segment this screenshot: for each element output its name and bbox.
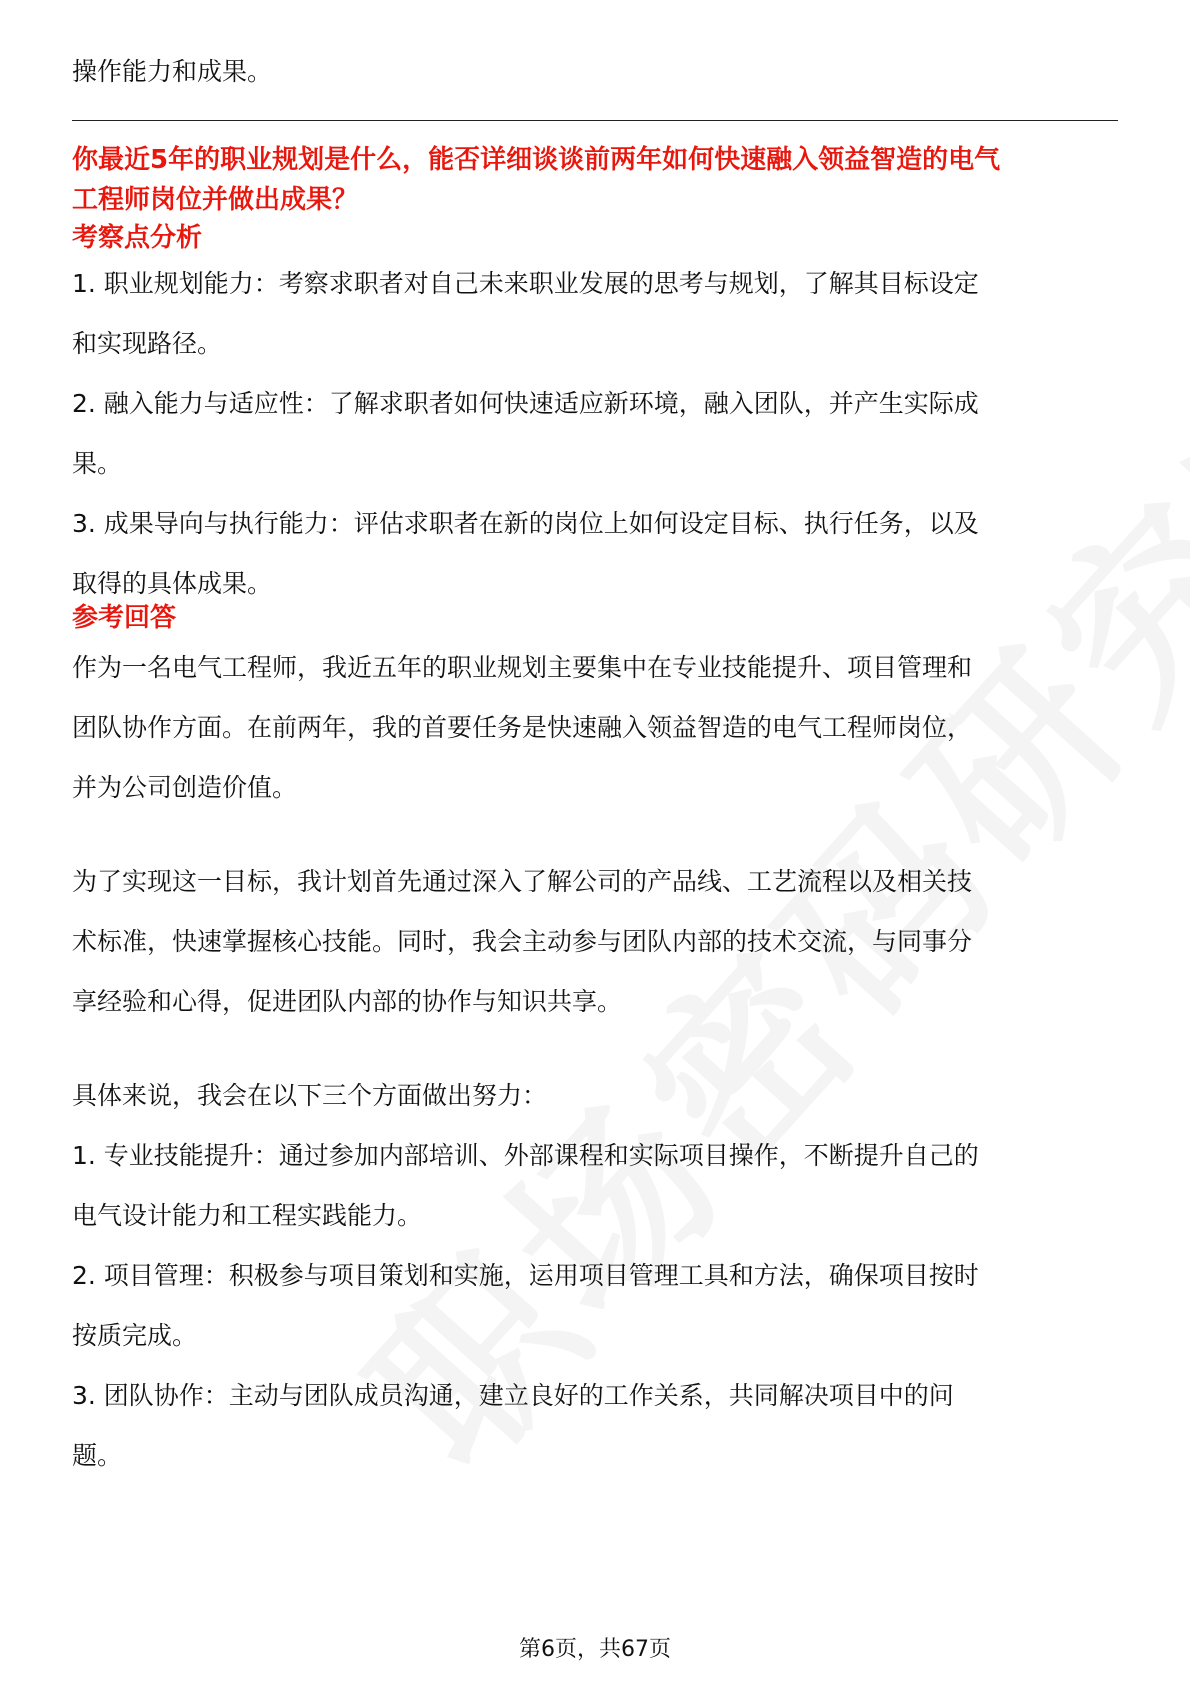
answer-line: 电气设计能力和工程实践能力。 bbox=[72, 1201, 423, 1230]
question-title bbox=[72, 140, 1118, 220]
answer-line: 作为一名电气工程师，我近五年的职业规划主要集中在专业技能提升、项目管理和 bbox=[72, 653, 973, 682]
answer-line: 具体来说，我会在以下三个方面做出努力： bbox=[72, 1081, 548, 1110]
answer-line: 为了实现这一目标，我计划首先通过深入了解公司的产品线、工艺流程以及相关技 bbox=[72, 867, 973, 896]
continuation-text: 操作能力和成果。 bbox=[72, 57, 273, 86]
answer-line: 1. 专业技能提升：通过参加内部培训、外部课程和实际项目操作，不断提升自己的 bbox=[72, 1141, 979, 1170]
analysis-line: 果。 bbox=[72, 449, 123, 478]
answer-line: 按质完成。 bbox=[72, 1321, 198, 1350]
answer-paragraph bbox=[72, 638, 1118, 818]
analysis-heading: 考察点分析 bbox=[72, 223, 203, 253]
analysis-line: 1. 职业规划能力：考察求职者对自己未来职业发展的思考与规划，了解其目标设定 bbox=[72, 269, 979, 298]
answer-line: 团队协作方面。在前两年，我的首要任务是快速融入领益智造的电气工程师岗位， bbox=[72, 713, 973, 742]
question-line: 你最近5年的职业规划是什么，能否详细谈谈前两年如何快速融入领益智造的电气 bbox=[72, 145, 1001, 175]
answer-line: 享经验和心得，促进团队内部的协作与知识共享。 bbox=[72, 987, 623, 1016]
answer-paragraph bbox=[72, 1066, 1118, 1486]
question-line: 工程师岗位并做出成果？ bbox=[72, 185, 359, 215]
analysis-line: 3. 成果导向与执行能力：评估求职者在新的岗位上如何设定目标、执行任务，以及 bbox=[72, 509, 979, 538]
section-divider bbox=[72, 120, 1118, 121]
answer-line: 术标准，快速掌握核心技能。同时，我会主动参与团队内部的技术交流，与同事分 bbox=[72, 927, 973, 956]
answer-line: 2. 项目管理：积极参与项目策划和实施，运用项目管理工具和方法，确保项目按时 bbox=[72, 1261, 979, 1290]
answer-line: 3. 团队协作：主动与团队成员沟通，建立良好的工作关系，共同解决项目中的问 bbox=[72, 1381, 954, 1410]
analysis-line: 和实现路径。 bbox=[72, 329, 223, 358]
answer-line: 并为公司创造价值。 bbox=[72, 773, 298, 802]
answer-heading: 参考回答 bbox=[72, 603, 177, 633]
analysis-line: 2. 融入能力与适应性：了解求职者如何快速适应新环境，融入团队，并产生实际成 bbox=[72, 389, 979, 418]
answer-line: 题。 bbox=[72, 1441, 123, 1470]
answer-paragraph bbox=[72, 852, 1118, 1032]
page-number: 第6页，共67页 bbox=[519, 1637, 671, 1662]
analysis-list bbox=[72, 254, 1118, 614]
analysis-line: 取得的具体成果。 bbox=[72, 569, 273, 598]
